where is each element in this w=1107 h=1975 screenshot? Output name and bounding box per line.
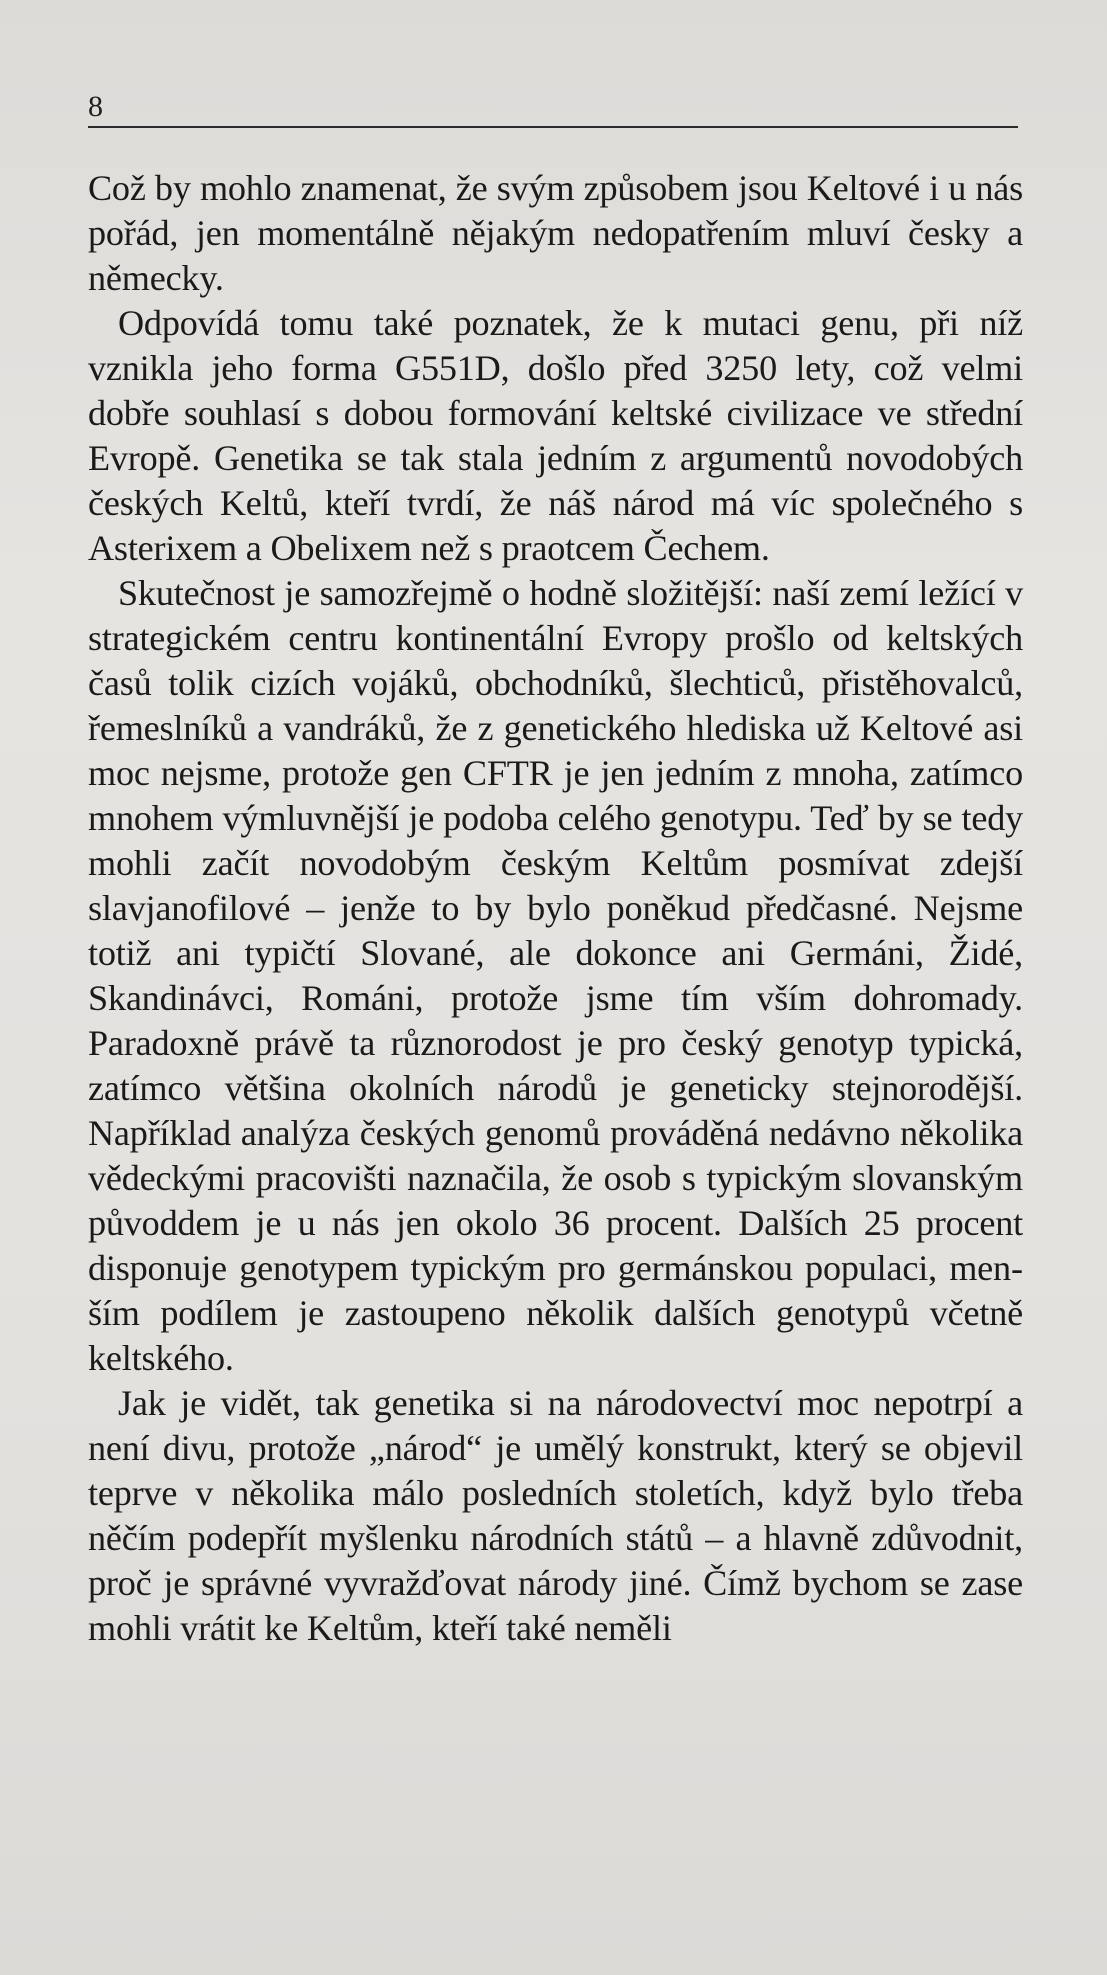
paragraph: Skutečnost je samozřejmě o hodně složitější: naší zemí ležící v strategickém centru kontinentální Evropy prošlo od keltských časů tolik cizích vojáků, obchodníků, šlechticů, přistěhovalců, řemeslníků a vandráků, že z genetického hlediska už Keltové asi moc nejsme, protože gen CFTR je jen jedním z mnoha, zatímco mnohem výmluvnější je podoba celého genotypu. Teď by se tedy mohli začít novodobým českým Keltům posmívat zdejší slavjanofilové – jenže to by bylo poněkud předčasné. Nejsme totiž ani typičtí Slované, ale dokonce ani Germáni, Židé, Skandinávci, Románi, protože jsme tím vším dohromady. Paradoxně právě ta různorodost je pro český genotyp typická, zatímco většina okolních národů je geneticky stejnorodější. Například analýza českých genomů prováděná nedávno několika vědeckými pracovišti naznačila, že osob s typickým slovanským původdem je u nás jen okolo 36 procent. Dalších 25 procent disponuje genotypem typickým pro germánskou populaci, menším podílem je zastoupeno několik dalších genotypů včetně keltského. [88,573,1023,1378]
paragraph: Jak je vidět, tak genetika si na národovectví moc nepotrpí a není divu, protože „národ“ je umělý konstrukt, který se objevil teprve v několika málo posledních stoletích, když bylo třeba něčím podepřít myšlenku národních států – a hlavně zdůvodnit, proč je správné vyvražďovat národy jiné. Čímž bychom se zase mohli vrátit ke Keltům, kteří také neměli [88,1383,1023,1648]
book-page [88,92,1023,1651]
page-header [88,92,1018,128]
paragraph: Což by mohlo znamenat, že svým způsobem jsou Keltové i u nás pořád, jen momentálně nějakým nedopatřením mluví česky a německy. [88,168,1023,298]
page-number: 8 [88,90,103,123]
body-text [88,166,1023,1651]
paragraph: Odpovídá tomu také poznatek, že k mutaci genu, při níž vznikla jeho forma G551D, došlo před 3250 lety, což velmi dobře souhlasí s dobou formování keltské civilizace ve střední Evropě. Genetika se tak stala jedním z argumentů novodobých českých Keltů, kteří tvrdí, že náš národ má víc společného s Asterixem a Obelixem než s praotcem Čechem. [88,303,1023,568]
